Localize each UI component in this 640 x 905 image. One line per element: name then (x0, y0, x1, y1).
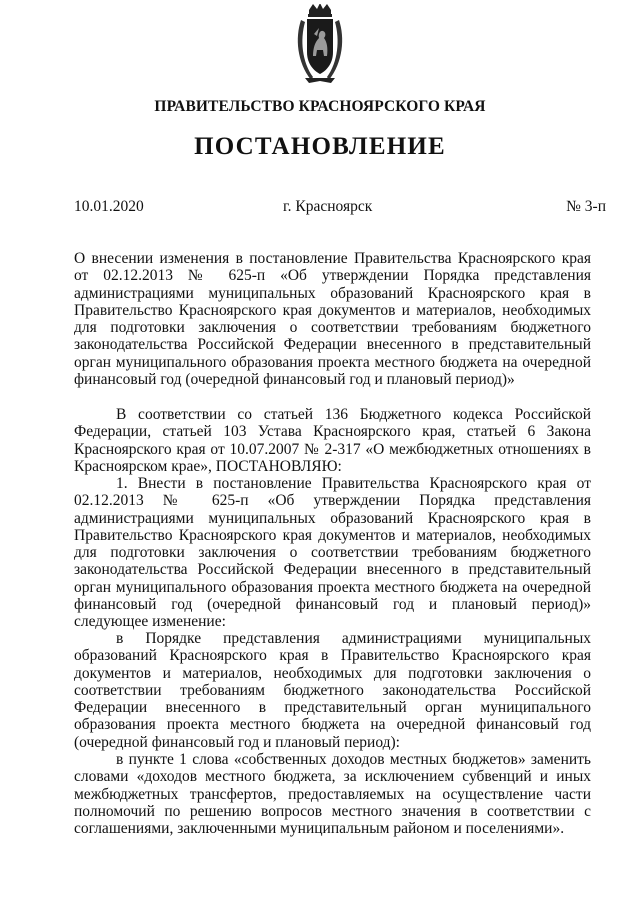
body-paragraph-3: в Порядке представления администрациями муниципальных образований Красноярского края в Правительство Красноярского края документов и материалов, необходимых для подготовки заключения о соответствии требованиям бюджетного законодательства Российской Федерации внесенного в представительный орган муниципального образования проекта местного бюджета на очередной финансовый год (очередной финансовый год и плановый период): (74, 630, 591, 751)
body-paragraph-2: 1. Внести в постановление Правительства Красноярского края от 02.12.2013 № 625-п «Об утверждении Порядка представления администрациями муниципальных образований Красноярского края в Правительство Красноярского края документов и материалов, необходимых для подготовки заключения о соответствии требованиям бюджетного законодательства Российской Федерации внесенного в представительный орган муниципального образования проекта местного бюджета на очередной финансовый год (очередной финансовый год и плановый период)» следующее изменение: (74, 475, 591, 631)
body-paragraph-4: в пункте 1 слова «собственных доходов местных бюджетов» заменить словами «доходов местного бюджета, за исключением субвенций и иных межбюджетных трансфертов, предоставляемых на осуществление части полномочий по решению вопросов местного значения в соответствии с соглашениями, заключенными муниципальным районом и поселениями». (74, 751, 591, 838)
document-subject: О внесении изменения в постановление Правительства Красноярского края от 02.12.2013 № 625-п «Об утверждении Порядка представления администрациями муниципальных образований Красноярского края в Правительство Красноярского края документов и материалов, необходимых для подготовки заключения о соответствии требованиям бюджетного законодательства Российской Федерации внесенного в представительный орган муниципального образования проекта местного бюджета на очередной финансовый год (очередной финансовый год и плановый период)» (74, 250, 591, 389)
document-type-title: ПОСТАНОВЛЕНИЕ (194, 133, 446, 160)
document-number: № 3-п (566, 198, 606, 215)
document-city: г. Красноярск (283, 198, 373, 215)
organization-name: ПРАВИТЕЛЬСТВО КРАСНОЯРСКОГО КРАЯ (154, 98, 486, 115)
body-paragraph-1: В соответствии со статьей 136 Бюджетного кодекса Российской Федерации, статьей 103 Устава Красноярского края, статьей 6 Закона Красноярского края от 10.07.2007 № 2-317 «О межбюджетных отношениях в Красноярском крае», ПОСТАНОВЛЯЮ: (74, 406, 591, 475)
krasnoyarsk-coat-of-arms-icon (295, 4, 345, 86)
document-date: 10.01.2020 (74, 198, 144, 215)
